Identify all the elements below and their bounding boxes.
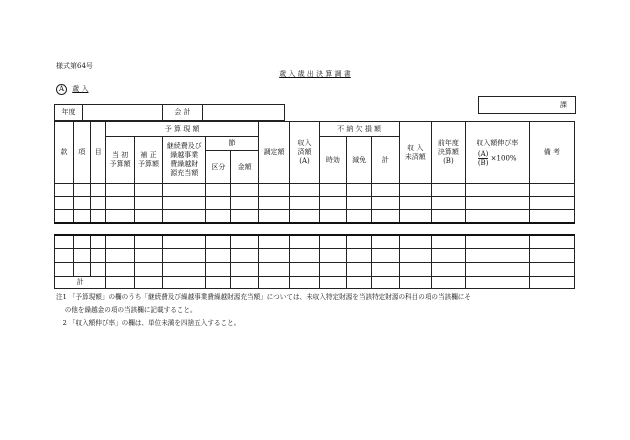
shuunyuu-line2: 済額 [297,148,312,156]
section-heading [56,84,88,95]
col-choteigaku: 調定額 [258,122,290,184]
col-keizoku [163,137,206,184]
zennen-line2: 決算額 [437,148,459,156]
note-2: 2 「収入額伸び率」の欄は、単位未満を四捨五入すること。 [56,319,241,327]
shuunyuu-line1: 収入 [297,139,312,147]
page-title [215,70,415,79]
note-1: 注1 「予算現額」の欄のうち「継続費及び繰越事業費繰越財源充当額」については、未収入特定財源を当該特定財源の科目の項の当該欄にそ [56,293,471,301]
col-kubun: 区分 [206,151,231,184]
note-1-cont: の他を繰越金の項の当該欄に記載すること。 [56,306,197,314]
table-row [55,249,575,263]
keizoku-line1: 継続費及び [166,142,202,150]
col-setsu: 節 [206,137,259,151]
nobi-suffix: ×100% [490,154,517,162]
section-label: 歳 入 [72,85,89,93]
break-row [55,223,575,235]
total-row [55,277,575,289]
table-row [55,197,575,210]
form-number: 様式第64号 [56,62,93,70]
col-bikou: 備 考 [529,122,574,184]
tousho-line2: 予算額 [109,160,131,168]
table-row [55,184,575,197]
nobi-fraction [478,150,489,167]
year-account-row [54,104,285,121]
col-kingaku: 金額 [231,151,258,184]
col-kei: 計 [372,137,399,184]
account-label: 会 計 [163,105,203,121]
mishuu-line2: 未済額 [404,152,426,161]
mishuu-line1: 収 入 [407,143,424,152]
page-title-text: 歳 入 歳 出 決 算 調 書 [279,70,351,78]
section-mark: A [56,84,67,95]
hosei-line1: 補 正 [140,151,157,159]
col-kan: 款 [55,122,74,184]
shuunyuu-line3: (A) [299,157,310,165]
keizoku-line2: 繰越事業 [170,151,199,159]
col-moku: 目 [90,122,106,184]
table-row [55,235,575,249]
col-mishuu [399,122,432,184]
zennen-line3: (B) [443,157,454,165]
col-nobi [465,122,529,184]
total-label: 計 [55,277,106,289]
department-suffix: 課 [560,101,567,109]
hosei-line2: 予算額 [137,160,159,168]
year-value [83,105,163,121]
nobi-title: 収入額伸び率 [476,138,519,147]
zennen-line1: 前年度 [437,139,459,147]
main-table [54,121,575,289]
keizoku-line4: 源充当額 [170,169,199,177]
table-row [55,210,575,223]
col-shuunyuu [290,122,319,184]
col-genmen: 減免 [347,137,372,184]
keizoku-line3: 費繰越財 [170,160,199,168]
col-zennen [432,122,466,184]
col-funou-group: 不 納 欠 損 額 [319,122,399,137]
col-kou: 項 [73,122,90,184]
nobi-denominator: (B) [477,158,489,167]
col-hosei [134,137,162,184]
tousho-line1: 当 初 [112,151,129,159]
table-row [55,263,575,277]
nobi-numerator: (A) [477,149,489,158]
col-tousho [106,137,134,184]
department-box [478,96,576,114]
year-label: 年度 [55,105,83,121]
account-value [203,105,285,121]
col-yosan-group: 予 算 現 額 [106,122,258,137]
col-jikou: 時効 [319,137,346,184]
